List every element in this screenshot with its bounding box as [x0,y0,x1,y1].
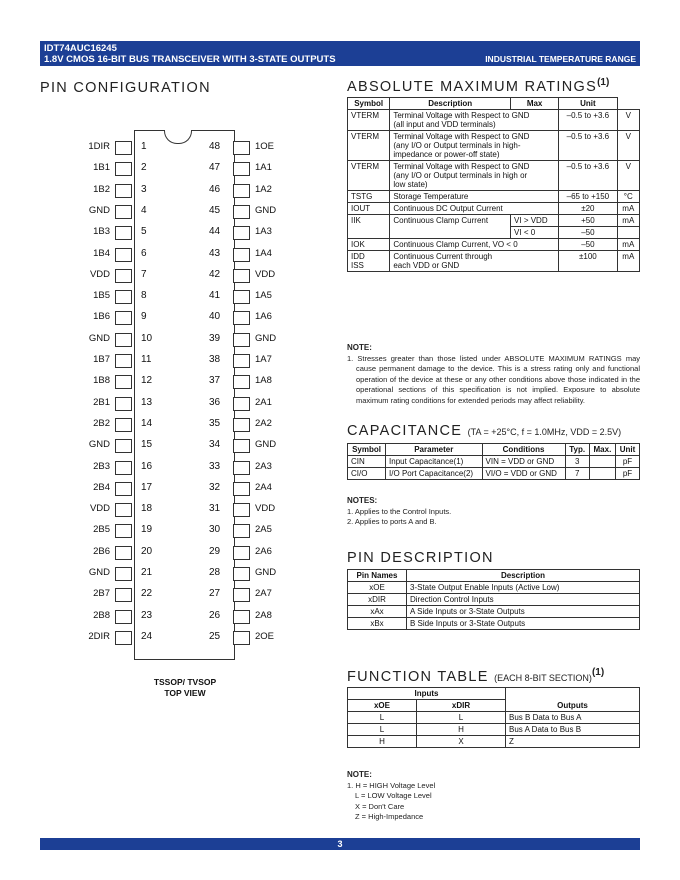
right-pin-number: 32 [209,482,221,493]
oe-cell: L [348,724,417,736]
left-pin-label: 2DIR [88,631,110,642]
symbol-cell: IIK [348,215,390,239]
description-line: Storage Temperature [393,192,469,201]
capacitance-title-text: CAPACITANCE [347,423,463,439]
left-pin-number: 9 [141,311,147,322]
right-pin-number: 38 [209,354,221,365]
page-number: 3 [337,839,343,849]
left-pin-label: GND [88,567,110,578]
left-pin-lead [115,141,132,155]
capacitance-sym-cell: CI/O [348,468,386,480]
left-pin-label: 1DIR [88,141,110,152]
symbol-cell [348,251,390,272]
abs-max-row [348,215,640,227]
description-line: Terminal Voltage with Respect to GND [393,132,530,141]
left-pin-number: 14 [141,418,153,429]
right-pin-number: 30 [209,524,221,535]
page-footer [40,838,640,850]
left-pin-label: 2B1 [93,397,110,408]
output-cell: Z [506,736,640,748]
pin-description-cell: Direction Control Inputs [407,594,640,606]
function-table-subtitle: (EACH 8-BIT SECTION) [494,672,592,683]
left-pin-lead [115,162,132,176]
function-note-4: Z = High-Impedance [355,812,424,821]
left-pin-number: 24 [141,631,153,642]
function-table-title-text: FUNCTION TABLE [347,668,489,685]
right-pin-lead [233,397,250,411]
pin-description-cell: 3-State Output Enable Inputs (Active Low) [407,582,640,594]
left-pin-lead [115,397,132,411]
right-pin-label: 1A2 [255,184,272,195]
max-cell: ±20 [559,203,617,215]
left-pin-number: 21 [141,567,153,578]
description-line: Terminal Voltage with Respect to GND [393,162,530,171]
left-pin-lead [115,290,132,304]
description-line: (all input and VDD terminals) [393,120,496,129]
capacitance-note-2: 2. Applies to ports A and B. [347,517,437,526]
right-pin-number: 40 [209,311,221,322]
pin-desc-header-row [348,570,640,582]
right-pin-lead [233,588,250,602]
pin-description-cell: B Side Inputs or 3-State Outputs [407,618,640,630]
pin-config-title: PIN CONFIGURATION [40,80,211,96]
left-pin-number: 7 [141,269,147,280]
left-pin-label: 2B4 [93,482,110,493]
right-pin-number: 26 [209,610,221,621]
right-pin-label: 2A3 [255,461,272,472]
left-pin-number: 10 [141,333,153,344]
abs-max-notes [347,343,640,406]
symbol-cell: IOUT [348,203,390,215]
pin-desc-header-cell: Description [407,570,640,582]
left-pin-lead [115,567,132,581]
left-pin-lead [115,333,132,347]
left-pin-number: 5 [141,226,147,237]
left-pin-number: 3 [141,184,147,195]
right-pin-lead [233,546,250,560]
right-pin-label: 1A7 [255,354,272,365]
left-pin-label: 2B8 [93,610,110,621]
left-pin-number: 17 [141,482,153,493]
left-pin-label: 1B3 [93,226,110,237]
left-pin-number: 22 [141,588,153,599]
description-line: (any I/O or Output terminals in high- [393,141,521,150]
page-header [40,41,640,66]
symbol-cell: VTERM [348,161,390,191]
dir-header: xDIR [417,700,506,712]
left-pin-lead [115,269,132,283]
abs-max-note-ref: (1) [597,77,610,88]
left-pin-lead [115,610,132,624]
dir-cell: L [417,712,506,724]
capacitance-table [347,443,640,480]
pin-name-cell: xOE [348,582,407,594]
function-inputs-row [348,688,640,700]
dir-cell: X [417,736,506,748]
description-line: Continuous DC Output Current [393,204,503,213]
description-line: impedance or power-off state) [393,150,500,159]
right-pin-label: 2A7 [255,588,272,599]
left-pin-label: 2B7 [93,588,110,599]
right-pin-label: 1A4 [255,248,272,259]
left-pin-number: 2 [141,162,147,173]
left-pin-lead [115,205,132,219]
right-pin-lead [233,162,250,176]
right-pin-lead [233,610,250,624]
left-pin-label: 1B2 [93,184,110,195]
right-pin-label: 1A8 [255,375,272,386]
capacitance-header-cell: Unit [616,444,640,456]
capacitance-header-row [348,444,640,456]
right-pin-label: 2A4 [255,482,272,493]
abs-max-row [348,131,640,161]
right-pin-number: 43 [209,248,221,259]
left-pin-lead [115,631,132,645]
left-pin-label: 2B3 [93,461,110,472]
left-pin-label: GND [88,439,110,450]
function-table-note-ref: (1) [591,667,605,678]
left-pin-number: 1 [141,141,147,152]
function-row [348,736,640,748]
left-pin-lead [115,524,132,538]
right-pin-number: 45 [209,205,221,216]
right-pin-lead [233,418,250,432]
left-pin-label: 1B4 [93,248,110,259]
pin-desc-row [348,594,640,606]
pin-desc-row [348,582,640,594]
capacitance-header-cell: Max. [589,444,615,456]
left-pin-label: 1B6 [93,311,110,322]
right-pin-number: 33 [209,461,221,472]
part-number: IDT74AUC16245 [44,43,117,54]
description-cell [390,161,559,191]
abs-max-row [348,191,640,203]
right-pin-number: 31 [209,503,221,514]
capacitance-typ-cell: 7 [565,468,589,480]
abs-max-note-title: NOTE: [347,343,372,352]
oe-header: xOE [348,700,417,712]
abs-max-row [348,239,640,251]
left-pin-lead [115,482,132,496]
right-pin-label: 2OE [255,631,275,642]
right-pin-lead [233,354,250,368]
max-cell: –50 [559,239,617,251]
left-pin-number: 19 [141,524,153,535]
capacitance-header-cell: Conditions [482,444,565,456]
left-pin-number: 20 [141,546,153,557]
pin-name-cell: xBx [348,618,407,630]
left-pin-number: 8 [141,290,147,301]
right-pin-number: 46 [209,184,221,195]
abs-max-header-cell: Max [511,98,559,110]
package-view: TOP VIEW [164,688,206,698]
unit-cell: mA [617,239,639,251]
function-note-1: 1. H = HIGH Voltage Level [347,780,436,790]
symbol-line: IDD [351,252,365,261]
capacitance-cond-cell: VIN = VDD or GND [482,456,565,468]
max-cell: –0.5 to +3.6 [559,131,617,161]
left-pin-lead [115,503,132,517]
unit-cell: V [617,161,639,191]
left-pin-lead [115,248,132,262]
capacitance-title [347,423,621,439]
description-line: Terminal Voltage with Respect to GND [393,111,530,120]
function-table-notes [347,770,435,823]
capacitance-header-cell: Typ. [565,444,589,456]
right-pin-lead [233,439,250,453]
pin-desc-table [347,569,640,630]
right-pin-number: 29 [209,546,221,557]
unit-cell: V [617,131,639,161]
left-pin-number: 4 [141,205,147,216]
function-table-note-title: NOTE: [347,770,372,779]
unit-cell: mA [617,203,639,215]
left-pin-number: 16 [141,461,153,472]
abs-max-header-row [348,98,640,110]
abs-max-table [347,97,640,272]
abs-max-note-text: 1. Stresses greater than those listed under ABSOLUTE MAXIMUM RATINGS may cause permanent damage to the device. This is a stress rating only and functional operation of the device at these or any other conditions above those indicated in the operational sections of this specification is not implied. Exposure to absolute maximum rating conditions for extended periods may affect reliability. [347,353,640,405]
max-cell: +50 [559,215,617,227]
right-pin-number: 42 [209,269,221,280]
condition-cell: VI < 0 [511,227,559,239]
left-pin-label: 1B8 [93,375,110,386]
capacitance-cond-cell: VI/O = VDD or GND [482,468,565,480]
right-pin-lead [233,375,250,389]
abs-max-row [348,251,640,272]
description-line: low state) [393,180,428,189]
capacitance-param-cell: I/O Port Capacitance(2) [386,468,482,480]
description-line: each VDD or GND [393,261,460,270]
left-pin-number: 12 [141,375,153,386]
function-note-3: X = Don't Care [355,801,405,811]
unit-cell: mA [617,215,639,227]
unit-cell: °C [617,191,639,203]
condition-cell: VI > VDD [511,215,559,227]
right-pin-lead [233,631,250,645]
left-pin-label: 2B2 [93,418,110,429]
max-cell: –0.5 to +3.6 [559,161,617,191]
output-cell: Bus B Data to Bus A [506,712,640,724]
left-pin-label: 2B5 [93,524,110,535]
function-row [348,724,640,736]
capacitance-max-cell [589,468,615,480]
right-pin-lead [233,184,250,198]
capacitance-conditions: (TA = +25°C, f = 1.0MHz, VDD = 2.5V) [467,427,622,437]
function-note-2: L = LOW Voltage Level [355,791,432,800]
left-pin-label: GND [88,205,110,216]
left-pin-lead [115,311,132,325]
description-line: (any I/O or Output terminals in high or [393,171,528,180]
inputs-header: Inputs [348,688,506,700]
abs-max-row [348,203,640,215]
right-pin-number: 41 [209,290,221,301]
left-pin-lead [115,375,132,389]
right-pin-lead [233,333,250,347]
right-pin-number: 34 [209,439,221,450]
description-cell [390,203,559,215]
description-cell: Continuous Clamp Current, VO < 0 [390,239,559,251]
right-pin-lead [233,482,250,496]
capacitance-max-cell [589,456,615,468]
abs-max-header-cell: Symbol [348,98,390,110]
right-pin-number: 37 [209,375,221,386]
unit-cell: mA [617,251,639,272]
right-pin-label: 1A6 [255,311,272,322]
right-pin-label: VDD [255,503,276,514]
right-pin-number: 48 [209,141,221,152]
function-table [347,687,640,748]
pin-name-cell: xAx [348,606,407,618]
oe-cell: H [348,736,417,748]
part-subtitle: 1.8V CMOS 16-BIT BUS TRANSCEIVER WITH 3-STATE OUTPUTS [44,54,336,65]
max-cell: –65 to +150 [559,191,617,203]
right-pin-number: 25 [209,631,221,642]
function-table-title [347,667,604,685]
unit-cell: V [617,110,639,131]
left-pin-lead [115,439,132,453]
capacitance-row [348,456,640,468]
outputs-header: Outputs [506,688,640,712]
right-pin-label: 1OE [255,141,275,152]
pin-desc-title: PIN DESCRIPTION [347,550,494,566]
max-cell: ±100 [559,251,617,272]
right-pin-label: 2A1 [255,397,272,408]
oe-cell: L [348,712,417,724]
left-pin-label: 1B5 [93,290,110,301]
pin-name-cell: xDIR [348,594,407,606]
left-pin-lead [115,418,132,432]
pin-desc-row [348,618,640,630]
pin-desc-header-cell: Pin Names [348,570,407,582]
left-pin-label: 1B7 [93,354,110,365]
description-cell [390,191,559,203]
right-pin-label: 2A6 [255,546,272,557]
unit-cell [617,227,639,239]
right-pin-label: 2A5 [255,524,272,535]
right-pin-lead [233,226,250,240]
right-pin-number: 27 [209,588,221,599]
right-pin-lead [233,503,250,517]
abs-max-row [348,110,640,131]
right-pin-lead [233,567,250,581]
left-pin-label: GND [88,333,110,344]
abs-max-title [347,77,609,95]
left-pin-label: 1B1 [93,162,110,173]
right-pin-label: 1A3 [255,226,272,237]
max-cell: –0.5 to +3.6 [559,110,617,131]
max-cell: –50 [559,227,617,239]
capacitance-unit-cell: pF [616,456,640,468]
capacitance-header-cell: Symbol [348,444,386,456]
capacitance-param-cell: Input Capacitance(1) [386,456,482,468]
left-pin-number: 11 [141,354,152,365]
right-pin-number: 36 [209,397,221,408]
description-cell: Continuous Clamp Current [390,215,511,239]
right-pin-label: VDD [255,269,276,280]
package-type: TSSOP/ TVSOP [153,677,217,687]
right-pin-label: 2A8 [255,610,272,621]
left-pin-number: 18 [141,503,153,514]
right-pin-lead [233,269,250,283]
capacitance-row [348,468,640,480]
right-pin-label: GND [255,205,277,216]
pin-desc-row [348,606,640,618]
right-pin-lead [233,290,250,304]
left-pin-number: 23 [141,610,153,621]
left-pin-lead [115,226,132,240]
left-pin-number: 13 [141,397,153,408]
right-pin-number: 44 [209,226,221,237]
abs-max-title-text: ABSOLUTE MAXIMUM RATINGS [347,78,598,95]
left-pin-lead [115,461,132,475]
description-cell [390,110,559,131]
symbol-cell: VTERM [348,131,390,161]
symbol-cell: VTERM [348,110,390,131]
left-pin-number: 15 [141,439,153,450]
capacitance-note-1: 1. Applies to the Control Inputs. [347,506,452,516]
temperature-range: INDUSTRIAL TEMPERATURE RANGE [485,54,636,64]
left-pin-label: 2B6 [93,546,110,557]
left-pin-lead [115,354,132,368]
left-pin-lead [115,588,132,602]
right-pin-lead [233,205,250,219]
capacitance-sym-cell: CIN [348,456,386,468]
right-pin-lead [233,311,250,325]
description-cell [390,131,559,161]
right-pin-number: 39 [209,333,221,344]
right-pin-label: 1A1 [255,162,272,173]
capacitance-notes [347,496,451,528]
left-pin-number: 6 [141,248,147,259]
right-pin-lead [233,461,250,475]
description-cell [390,251,559,272]
abs-max-header-cell: Description [390,98,511,110]
right-pin-lead [233,248,250,262]
function-row [348,712,640,724]
abs-max-header-cell: Unit [559,98,617,110]
capacitance-typ-cell: 3 [565,456,589,468]
symbol-cell: IOK [348,239,390,251]
left-pin-lead [115,184,132,198]
left-pin-label: VDD [89,269,110,280]
right-pin-label: GND [255,333,277,344]
right-pin-label: GND [255,439,277,450]
right-pin-label: GND [255,567,277,578]
pin-description-cell: A Side Inputs or 3-State Outputs [407,606,640,618]
right-pin-lead [233,524,250,538]
right-pin-number: 35 [209,418,221,429]
capacitance-note-title: NOTES: [347,496,378,505]
left-pin-label: VDD [89,503,110,514]
dir-cell: H [417,724,506,736]
left-pin-lead [115,546,132,560]
symbol-line: ISS [351,261,364,270]
right-pin-number: 47 [209,162,221,173]
right-pin-label: 1A5 [255,290,272,301]
right-pin-number: 28 [209,567,221,578]
symbol-cell: TSTG [348,191,390,203]
right-pin-lead [233,141,250,155]
capacitance-header-cell: Parameter [386,444,482,456]
right-pin-label: 2A2 [255,418,272,429]
output-cell: Bus A Data to Bus B [506,724,640,736]
description-line: Continuous Current through [393,252,493,261]
abs-max-row [348,161,640,191]
capacitance-unit-cell: pF [616,468,640,480]
